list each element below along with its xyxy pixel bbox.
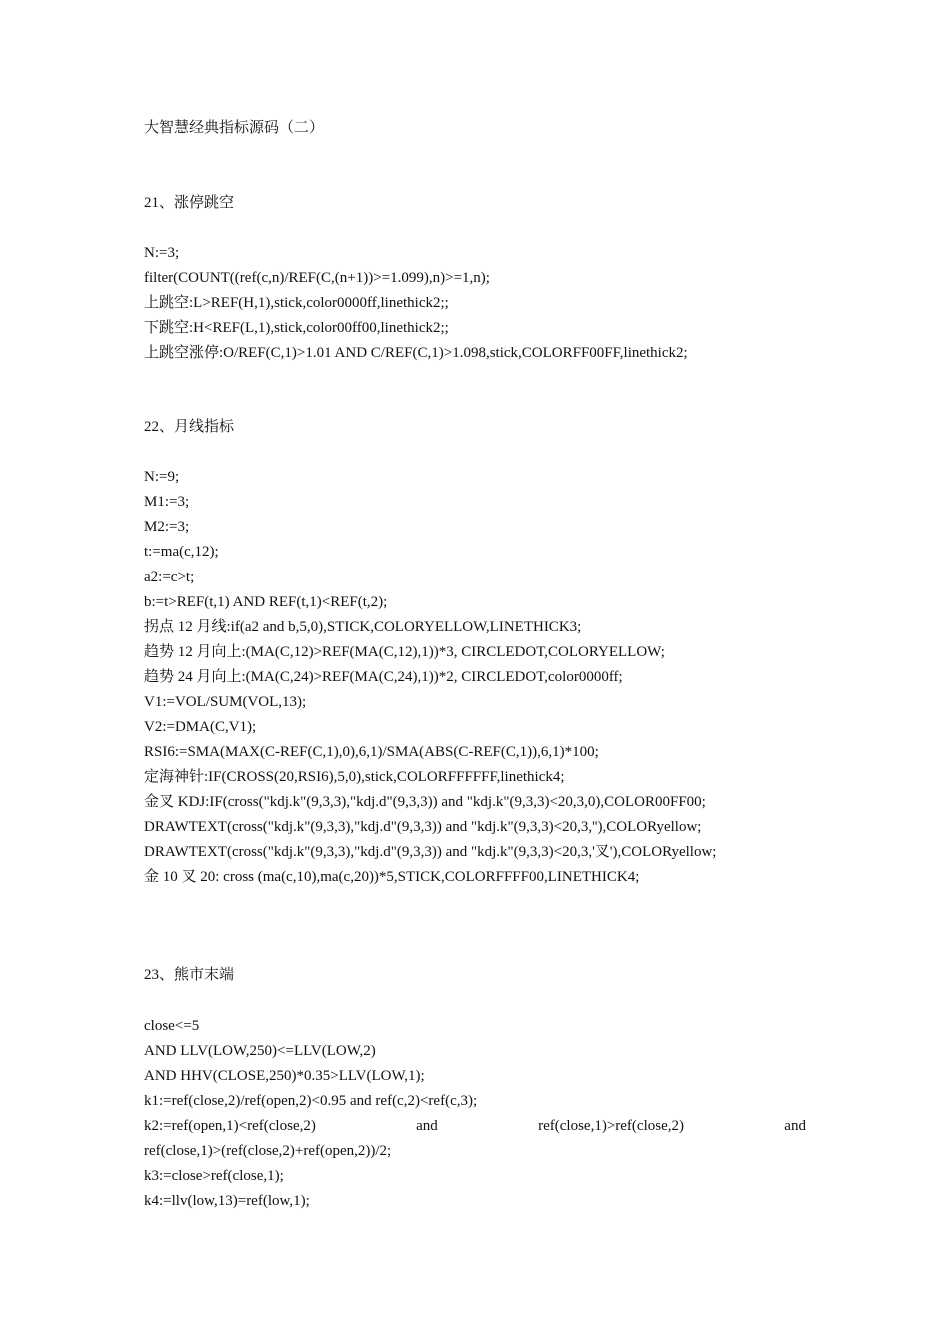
code-line: k4:=llv(low,13)=ref(low,1); bbox=[144, 1193, 310, 1209]
code-line: M1:=3; bbox=[144, 494, 190, 510]
section-heading-21: 21、涨停跳空 bbox=[144, 195, 235, 211]
code-line: t:=ma(c,12); bbox=[144, 544, 219, 560]
code-line: V1:=VOL/SUM(VOL,13); bbox=[144, 694, 307, 710]
code-line: 金 10 叉 20: cross (ma(c,10),ma(c,20))*5,STICK,COLORFFFF00,LINETHICK4; bbox=[144, 869, 640, 885]
code-line: N:=3; bbox=[144, 245, 180, 261]
code-line: AND LLV(LOW,250)<=LLV(LOW,2) bbox=[144, 1043, 376, 1059]
code-line: 趋势 24 月向上:(MA(C,24)>REF(MA(C,24),1))*2, CIRCLEDOT,color0000ff; bbox=[144, 669, 623, 685]
section-heading-23: 23、熊市末端 bbox=[144, 967, 235, 983]
code-line: 拐点 12 月线:if(a2 and b,5,0),STICK,COLORYELLOW,LINETHICK3; bbox=[144, 619, 582, 635]
code-line-justified bbox=[144, 1116, 806, 1136]
code-line: 趋势 12 月向上:(MA(C,12)>REF(MA(C,12),1))*3, CIRCLEDOT,COLORYELLOW; bbox=[144, 644, 665, 660]
code-line: RSI6:=SMA(MAX(C-REF(C,1),0),6,1)/SMA(ABS(C-REF(C,1)),6,1)*100; bbox=[144, 744, 599, 760]
code-line: N:=9; bbox=[144, 469, 180, 485]
code-line: ref(close,1)>(ref(close,2)+ref(open,2))/2; bbox=[144, 1143, 392, 1159]
code-line: filter(COUNT((ref(c,n)/REF(C,(n+1))>=1.099),n)>=1,n); bbox=[144, 270, 490, 286]
code-line: a2:=c>t; bbox=[144, 569, 195, 585]
code-line: V2:=DMA(C,V1); bbox=[144, 719, 257, 735]
code-fragment: and bbox=[784, 1118, 806, 1134]
code-line: 下跳空:H<REF(L,1),stick,color00ff00,linethick2;; bbox=[144, 320, 449, 336]
code-line: b:=t>REF(t,1) AND REF(t,1)<REF(t,2); bbox=[144, 594, 388, 610]
code-line: 金叉 KDJ:IF(cross("kdj.k"(9,3,3),"kdj.d"(9,3,3)) and "kdj.k"(9,3,3)<20,3,0),COLOR00FF00; bbox=[144, 794, 706, 810]
doc-title: 大智慧经典指标源码（二） bbox=[144, 120, 325, 136]
code-line: AND HHV(CLOSE,250)*0.35>LLV(LOW,1); bbox=[144, 1068, 425, 1084]
code-line: 上跳空:L>REF(H,1),stick,color0000ff,linethick2;; bbox=[144, 295, 449, 311]
section-heading-22: 22、月线指标 bbox=[144, 419, 235, 435]
code-line: 定海神针:IF(CROSS(20,RSI6),5,0),stick,COLORFFFFFF,linethick4; bbox=[144, 769, 565, 785]
code-fragment: k2:=ref(open,1)<ref(close,2) bbox=[144, 1118, 316, 1134]
code-line: k3:=close>ref(close,1); bbox=[144, 1168, 284, 1184]
code-line: k1:=ref(close,2)/ref(open,2)<0.95 and ref(c,2)<ref(c,3); bbox=[144, 1093, 478, 1109]
code-line: close<=5 bbox=[144, 1018, 200, 1034]
code-line: M2:=3; bbox=[144, 519, 190, 535]
code-line: DRAWTEXT(cross("kdj.k"(9,3,3),"kdj.d"(9,3,3)) and "kdj.k"(9,3,3)<20,3,'叉'),COLORyellow; bbox=[144, 844, 717, 860]
code-fragment: and bbox=[416, 1118, 438, 1134]
code-fragment: ref(close,1)>ref(close,2) bbox=[538, 1118, 684, 1134]
code-line: 上跳空涨停:O/REF(C,1)>1.01 AND C/REF(C,1)>1.098,stick,COLORFF00FF,linethick2; bbox=[144, 345, 688, 361]
code-line: DRAWTEXT(cross("kdj.k"(9,3,3),"kdj.d"(9,3,3)) and "kdj.k"(9,3,3)<20,3,''),COLORyellow; bbox=[144, 819, 702, 835]
